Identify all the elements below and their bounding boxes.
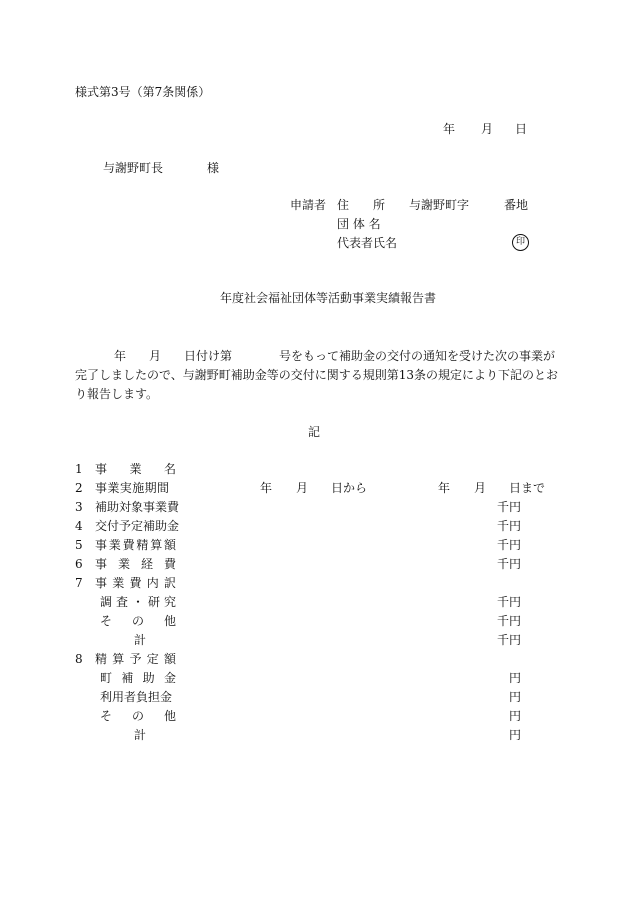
char: 精 bbox=[136, 538, 149, 552]
item-unit: 円 bbox=[508, 690, 521, 704]
char: 金 bbox=[163, 671, 176, 685]
sub-item-label bbox=[100, 710, 176, 722]
char: 業 bbox=[117, 557, 130, 571]
char: 業 bbox=[108, 538, 121, 552]
addressee-name: 与謝野町長 bbox=[103, 161, 164, 175]
item-label: 交付予定補助金 bbox=[95, 519, 180, 533]
item-label bbox=[95, 539, 176, 551]
applicant-group-label: 団 体 名 bbox=[337, 217, 381, 231]
char: ・ bbox=[131, 595, 144, 609]
item-unit: 千円 bbox=[496, 538, 521, 552]
from-month: 月 bbox=[296, 481, 309, 495]
item-number: 5 bbox=[75, 538, 83, 552]
char: 究 bbox=[163, 595, 176, 609]
item-label bbox=[95, 577, 176, 589]
ki-heading: 記 bbox=[308, 425, 321, 439]
item-unit: 円 bbox=[508, 728, 521, 742]
item-unit: 千円 bbox=[496, 614, 521, 628]
char: 助 bbox=[142, 671, 155, 685]
to-month: 月 bbox=[474, 481, 487, 495]
item-number: 6 bbox=[75, 557, 83, 571]
applicant-rep-label: 代表者氏名 bbox=[337, 236, 398, 250]
sub-item-label bbox=[100, 615, 176, 627]
item-label bbox=[95, 558, 176, 570]
sub-item-label: 計 bbox=[134, 728, 147, 742]
item-unit: 千円 bbox=[496, 633, 521, 647]
body-line1-rest: 号をもって補助金の交付の通知を受けた次の事業が bbox=[279, 349, 556, 363]
item-number: 2 bbox=[75, 481, 83, 495]
char: 経 bbox=[140, 557, 153, 571]
char: 査 bbox=[115, 595, 128, 609]
sub-item-label bbox=[100, 596, 176, 608]
applicant-address-label: 住 所 bbox=[337, 198, 386, 212]
item-unit: 円 bbox=[508, 671, 521, 685]
body-line3: り報告します。 bbox=[75, 387, 159, 401]
char: の bbox=[131, 614, 144, 628]
char: 町 bbox=[100, 671, 113, 685]
char: 調 bbox=[100, 595, 113, 609]
item-label: 事業実施期間 bbox=[95, 481, 170, 495]
item-unit: 千円 bbox=[496, 500, 521, 514]
char: 事 bbox=[95, 538, 108, 552]
char: 内 bbox=[146, 576, 159, 590]
char: 事 bbox=[95, 462, 108, 476]
body-dated-number: 日付け第 bbox=[184, 349, 233, 363]
char: そ bbox=[100, 709, 113, 723]
char: 業 bbox=[129, 462, 142, 476]
item-label: 補助対象事業費 bbox=[95, 500, 180, 514]
date-day: 日 bbox=[515, 122, 528, 136]
from-day: 日から bbox=[331, 481, 368, 495]
item-number: 3 bbox=[75, 500, 83, 514]
item-number: 4 bbox=[75, 519, 83, 533]
char: 訳 bbox=[163, 576, 176, 590]
sub-item-label: 計 bbox=[134, 633, 147, 647]
char: 予 bbox=[129, 652, 142, 666]
body-month: 月 bbox=[149, 349, 162, 363]
char: 算 bbox=[112, 652, 125, 666]
char: 費 bbox=[122, 538, 135, 552]
sub-item-label bbox=[100, 672, 176, 684]
char: 算 bbox=[150, 538, 163, 552]
item-label bbox=[95, 463, 176, 475]
item-number: 7 bbox=[75, 576, 83, 590]
char: 精 bbox=[95, 652, 108, 666]
char: 研 bbox=[147, 595, 160, 609]
item-number: 1 bbox=[75, 462, 83, 476]
char: 額 bbox=[163, 538, 176, 552]
char: 名 bbox=[163, 462, 176, 476]
item-unit: 千円 bbox=[496, 595, 521, 609]
date-year: 年 bbox=[443, 122, 456, 136]
char: 額 bbox=[163, 652, 176, 666]
char: 業 bbox=[112, 576, 125, 590]
body-year: 年 bbox=[114, 349, 127, 363]
addressee-honorific: 様 bbox=[207, 161, 220, 175]
date-month: 月 bbox=[481, 122, 494, 136]
applicant-address-suffix: 番地 bbox=[504, 198, 529, 212]
item-unit: 千円 bbox=[496, 557, 521, 571]
to-day: 日まで bbox=[509, 481, 546, 495]
item-unit: 円 bbox=[508, 709, 521, 723]
char: 費 bbox=[163, 557, 176, 571]
item-unit: 千円 bbox=[496, 519, 521, 533]
char: 定 bbox=[146, 652, 159, 666]
char: 事 bbox=[95, 576, 108, 590]
form-number: 様式第3号（第7条関係） bbox=[75, 85, 211, 99]
report-title: 年度社会福祉団体等活動事業実績報告書 bbox=[220, 291, 437, 305]
char: 他 bbox=[163, 614, 176, 628]
sub-item-label: 利用者負担金 bbox=[100, 690, 173, 704]
char: 補 bbox=[121, 671, 134, 685]
seal-stamp: 印 bbox=[512, 234, 529, 251]
char: 事 bbox=[95, 557, 108, 571]
char: 他 bbox=[163, 709, 176, 723]
applicant-address-value: 与謝野町字 bbox=[409, 198, 470, 212]
item-label bbox=[95, 653, 176, 665]
char: の bbox=[131, 709, 144, 723]
body-line2: 完了しましたので、与謝野町補助金等の交付に関する規則第13条の規定により下記のとお bbox=[75, 368, 559, 382]
applicant-role: 申請者 bbox=[290, 198, 327, 212]
to-year: 年 bbox=[438, 481, 451, 495]
char: そ bbox=[100, 614, 113, 628]
char: 費 bbox=[129, 576, 142, 590]
item-number: 8 bbox=[75, 652, 83, 666]
from-year: 年 bbox=[260, 481, 273, 495]
